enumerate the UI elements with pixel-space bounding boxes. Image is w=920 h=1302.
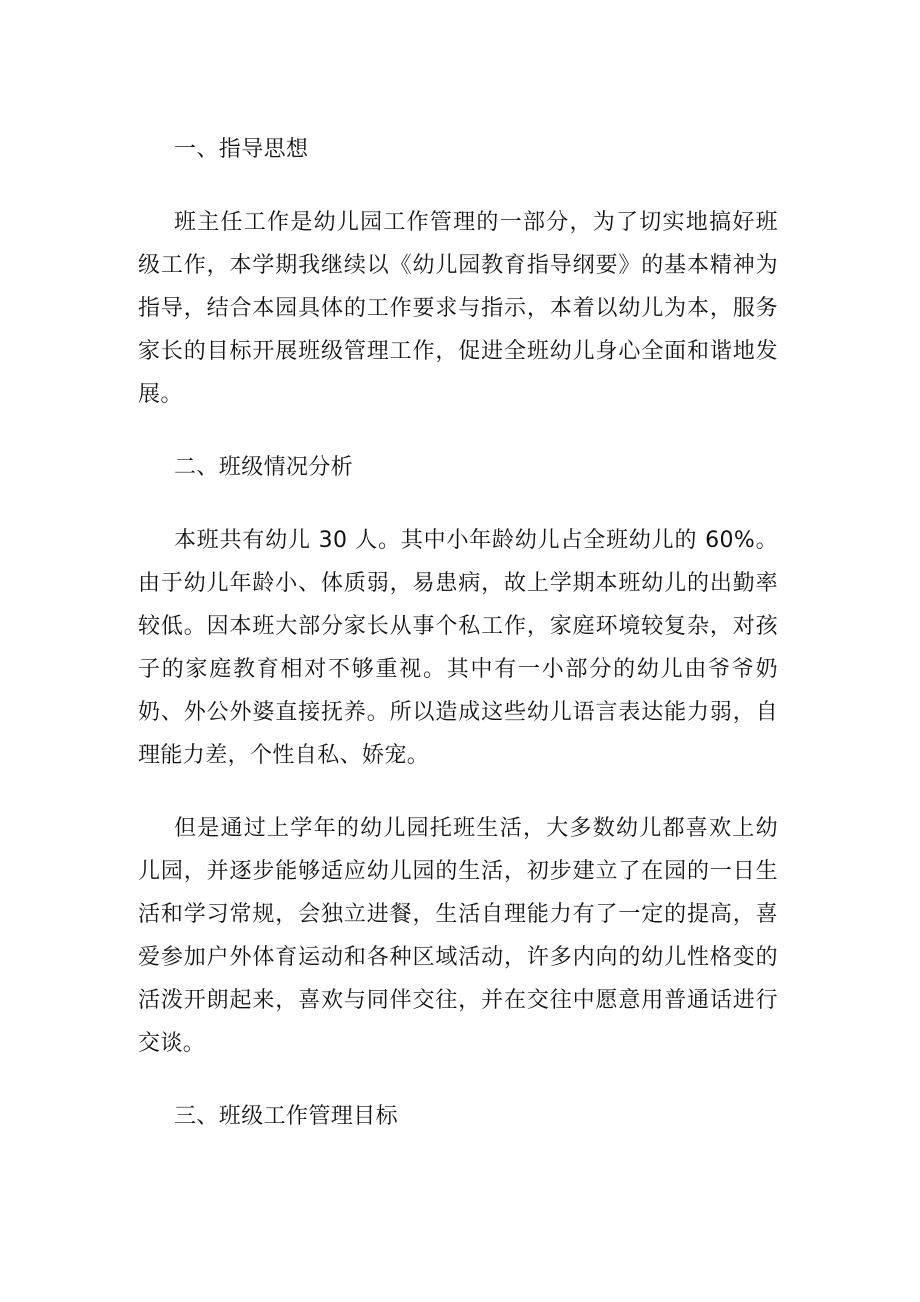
section-heading-class-analysis: 二、班级情况分析 [174,455,354,480]
paragraph-class-analysis-1: 本班共有幼儿 30 人。其中小年龄幼儿占全班幼儿的 60%。由于幼儿年龄小、体质弱，易患病，故上学期本班幼儿的出勤率较低。因本班大部分家长从事个私工作，家庭环境较复杂，对孩子的家庭教育相对不够重视。其中有一小部分的幼儿由爷爷奶奶、外公外婆直接抚养。所以造成这些幼儿语言表达能力弱，自理能力差，个性自私、娇宠。 [138,528,778,768]
section-heading-guiding-thought: 一、指导思想 [174,137,309,162]
section-heading-management-goals: 三、班级工作管理目标 [174,1104,399,1129]
document-body [138,128,778,1138]
paragraph-class-analysis-2: 但是通过上学年的幼儿园托班生活，大多数幼儿都喜欢上幼儿园，并逐步能够适应幼儿园的生活，初步建立了在园的一日生活和学习常规，会独立进餐，生活自理能力有了一定的提高，喜爱参加户外体育运动和各种区域活动，许多内向的幼儿性格变的活泼开朗起来，喜欢与同伴交往，并在交往中愿意用普通话进行交谈。 [138,816,778,1056]
paragraph-guiding-thought: 班主任工作是幼儿园工作管理的一部分，为了切实地搞好班级工作，本学期我继续以《幼儿园教育指导纲要》的基本精神为指导，结合本园具体的工作要求与指示，本着以幼儿为本，服务家长的目标开展班级管理工作，促进全班幼儿身心全面和谐地发展。 [138,210,778,407]
